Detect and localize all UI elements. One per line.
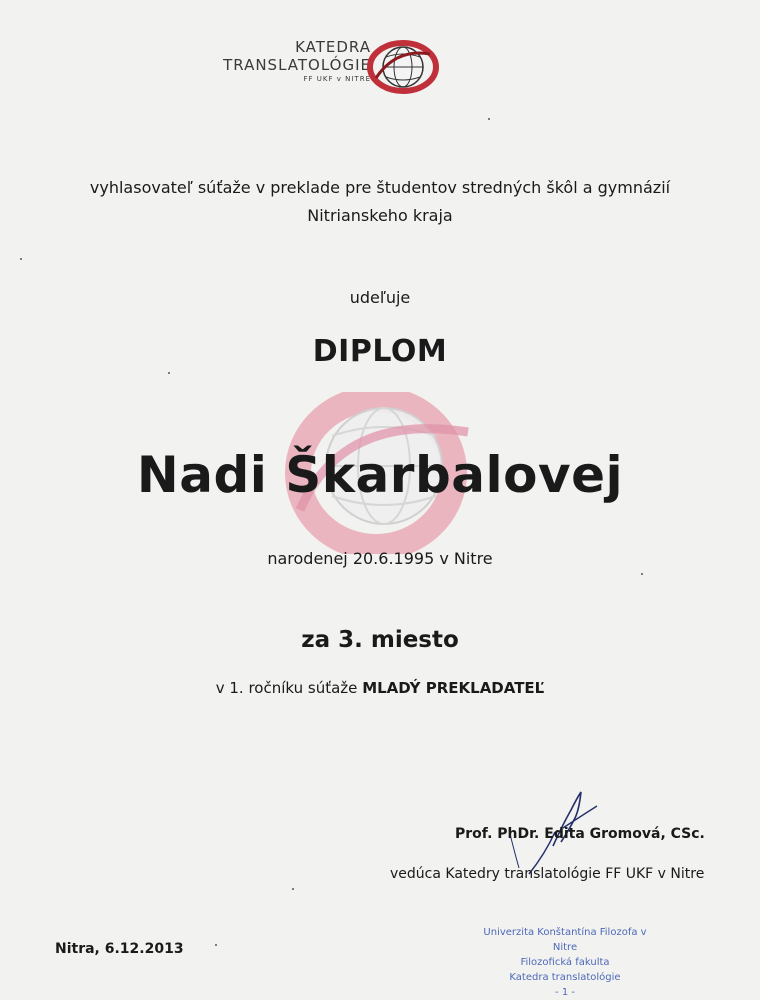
awards-label: udeľuje (349, 288, 411, 307)
logo-line-translatologie: TRANSLATOLÓGIE (223, 56, 371, 74)
stamp-line-university: Univerzita Konštantína Filozofa v Nitre (483, 927, 647, 953)
logo-line-katedra: KATEDRA (295, 38, 371, 56)
placement: za 3. miesto (301, 627, 459, 653)
contest-edition (0, 679, 760, 697)
scan-speck (292, 888, 294, 890)
organizer-line-2: Nitrianskeho kraja (307, 206, 453, 225)
globe-logo-icon (366, 38, 440, 96)
scan-speck (215, 944, 217, 946)
organizer-line-1: vyhlasovateľ súťaže v preklade pre študentov stredných škôl a gymnázií (89, 178, 671, 197)
scan-speck (641, 573, 643, 575)
issue-date: Nitra, 6.12.2013 (55, 941, 184, 957)
stamp-line-faculty: Filozofická fakulta (520, 957, 610, 968)
department-logo-text (223, 38, 371, 84)
signer-role: vedúca Katedry translatológie FF UKF v Nitre (390, 866, 705, 882)
signer-name: Prof. PhDr. Edita Gromová, CSc. (455, 826, 705, 842)
contest-name: MLADÝ PREKLADATEĽ (362, 679, 545, 697)
institution-stamp (470, 925, 660, 1000)
edition-prefix: v 1. ročníku súťaže (215, 679, 358, 697)
recipient-name: Nadi Škarbalovej (136, 446, 624, 504)
scan-speck (488, 118, 490, 120)
diploma-title: DIPLOM (312, 334, 448, 369)
organizer-statement (0, 174, 760, 230)
stamp-line-department: Katedra translatológie (509, 972, 621, 983)
birth-info: narodenej 20.6.1995 v Nitre (267, 549, 493, 568)
scan-speck (20, 258, 22, 260)
logo-line-faculty: FF UKF v NITRE (303, 75, 371, 83)
scan-speck (168, 372, 170, 374)
stamp-line-number: - 1 - (555, 987, 575, 998)
